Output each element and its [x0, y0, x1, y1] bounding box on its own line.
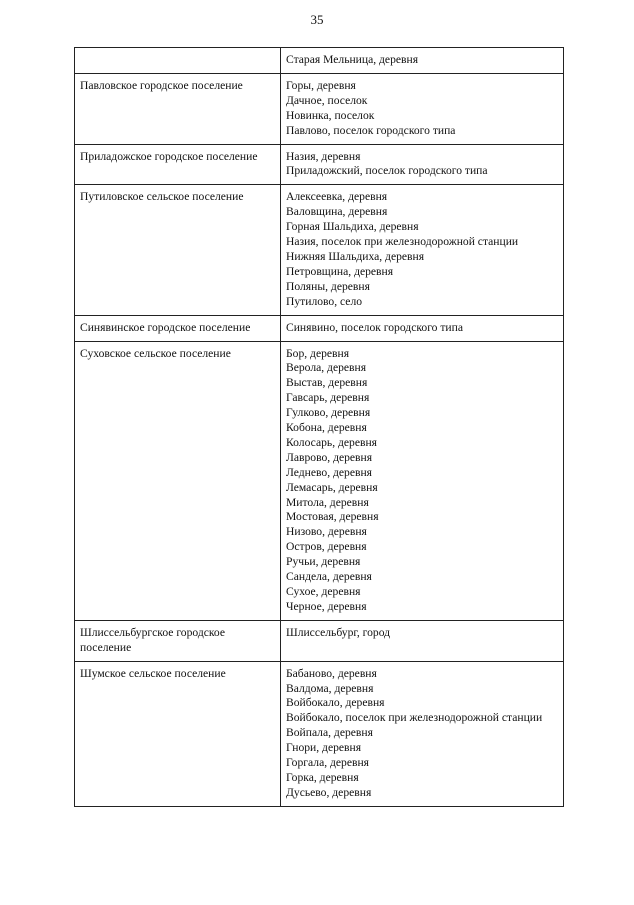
settlement-entry: Войбокало, поселок при железнодорожной станции [286, 711, 543, 725]
settlement-entry: Назия, поселок при железнодорожной станции [286, 235, 519, 249]
settlement-entry: Черное, деревня [286, 599, 367, 613]
settlement-entry: Остров, деревня [286, 540, 367, 554]
settlement-entry: Сандела, деревня [286, 570, 372, 584]
municipality-cell [75, 144, 281, 185]
table-row [75, 185, 564, 315]
settlement-entry: Гулково, деревня [286, 406, 371, 420]
settlement-entry: Горы, деревня [286, 78, 356, 92]
settlements-cell [281, 661, 564, 806]
settlement-entry: Митола, деревня [286, 495, 369, 509]
table-row [75, 315, 564, 341]
settlement-entry: Бор, деревня [286, 346, 350, 360]
settlement-entry: Гавсарь, деревня [286, 391, 370, 405]
table-row [75, 144, 564, 185]
settlement-entry: Синявино, поселок городского типа [286, 320, 463, 334]
settlement-entry: Лемасарь, деревня [286, 480, 378, 494]
municipality-cell [75, 661, 281, 806]
settlements-cell [281, 48, 564, 74]
settlement-entry: Леднево, деревня [286, 465, 373, 479]
settlement-entry: Кобона, деревня [286, 421, 367, 435]
municipality-name: Шумское сельское поселение [80, 666, 226, 680]
settlement-entry: Лаврово, деревня [286, 450, 373, 464]
settlements-cell [281, 185, 564, 315]
municipality-cell [75, 341, 281, 620]
municipality-cell [75, 620, 281, 661]
table-body [75, 48, 564, 807]
settlements-cell [281, 341, 564, 620]
settlements-table [74, 47, 564, 807]
municipality-cell [75, 315, 281, 341]
settlement-entry: Нижняя Шальдиха, деревня [286, 249, 425, 263]
settlements-cell [281, 144, 564, 185]
table-row [75, 620, 564, 661]
municipality-name: Шлиссельбургское городское поселение [80, 625, 226, 654]
settlement-entry: Бабаново, деревня [286, 666, 377, 680]
municipality-cell [75, 185, 281, 315]
municipality-cell [75, 48, 281, 74]
settlement-entry: Алексеевка, деревня [286, 190, 388, 204]
settlement-entry: Павлово, поселок городского типа [286, 123, 456, 137]
table-row [75, 341, 564, 620]
settlement-entry: Верола, деревня [286, 361, 367, 375]
settlement-entry: Гнори, деревня [286, 741, 362, 755]
table-row [75, 48, 564, 74]
settlement-entry: Низово, деревня [286, 525, 367, 539]
municipality-name: Синявинское городское поселение [80, 320, 251, 334]
settlement-entry: Путилово, село [286, 294, 363, 308]
table-row [75, 73, 564, 144]
settlement-entry: Дачное, поселок [286, 93, 368, 107]
settlement-entry: Мостовая, деревня [286, 510, 379, 524]
settlement-entry: Петровщина, деревня [286, 264, 394, 278]
settlements-cell [281, 620, 564, 661]
page-number: 35 [310, 12, 324, 27]
settlement-entry: Шлиссельбург, город [286, 625, 391, 639]
municipality-name: Суховское сельское поселение [80, 346, 231, 360]
municipality-name: Приладожское городское поселение [80, 149, 258, 163]
settlement-entry: Колосарь, деревня [286, 435, 377, 449]
table-row [75, 661, 564, 806]
settlement-entry: Валовщина, деревня [286, 205, 388, 219]
municipality-name: Путиловское сельское поселение [80, 190, 244, 204]
settlement-entry: Дусьево, деревня [286, 785, 372, 799]
settlement-entry: Новинка, поселок [286, 108, 375, 122]
settlement-entry: Войбокало, деревня [286, 696, 385, 710]
settlements-cell [281, 73, 564, 144]
settlement-entry: Приладожский, поселок городского типа [286, 164, 488, 178]
municipality-name: Павловское городское поселение [80, 78, 243, 92]
settlement-entry: Назия, деревня [286, 149, 361, 163]
settlement-entry: Горка, деревня [286, 770, 359, 784]
settlement-entry: Горгала, деревня [286, 756, 370, 770]
settlement-entry: Поляны, деревня [286, 279, 370, 293]
settlement-entry: Сухое, деревня [286, 585, 361, 598]
settlement-entry: Валдома, деревня [286, 681, 374, 695]
settlements-cell [281, 315, 564, 341]
settlement-entry: Ручьи, деревня [286, 555, 361, 569]
settlement-entry: Войпала, деревня [286, 726, 373, 740]
settlement-entry: Старая Мельница, деревня [286, 53, 419, 66]
municipality-cell [75, 73, 281, 144]
settlement-entry: Горная Шальдиха, деревня [286, 220, 419, 234]
settlement-entry: Выстав, деревня [286, 376, 368, 390]
